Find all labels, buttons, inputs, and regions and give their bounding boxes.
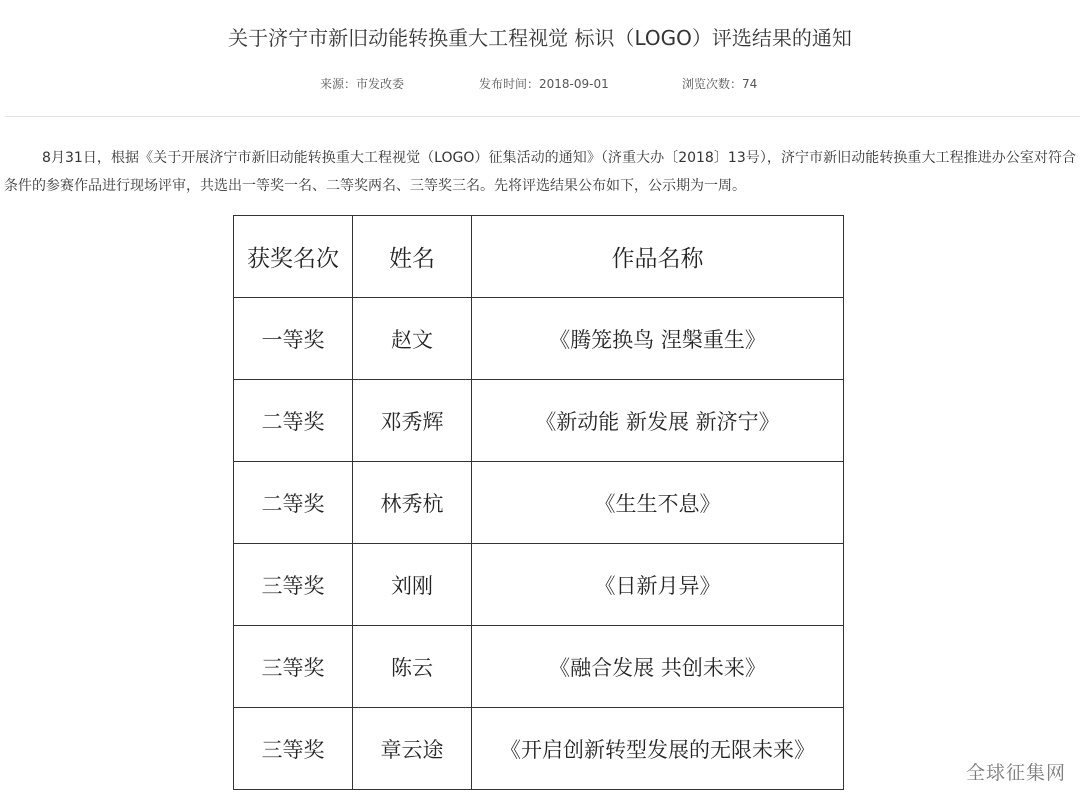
table-header-row <box>234 216 844 298</box>
table-row <box>234 544 844 626</box>
cell-work: 《腾笼换鸟 涅槃重生》 <box>472 298 844 380</box>
header-rank: 获奖名次 <box>234 216 353 298</box>
header-name: 姓名 <box>353 216 472 298</box>
title-divider <box>5 116 1080 117</box>
intro-paragraph: 8月31日，根据《关于开展济宁市新旧动能转换重大工程视觉（LOGO）征集活动的通知》（济重大办〔2018〕13号），济宁市新旧动能转换重大工程推进办公室对符合条件的参赛作品进行现场评审，共选出一等奖一名、二等奖两名、三等奖三名。先将评选结果公布如下，公示期为一周。 <box>4 150 1076 194</box>
table-row <box>234 708 844 790</box>
cell-rank: 三等奖 <box>234 708 353 790</box>
site-watermark: 全球征集网 <box>965 762 1066 784</box>
cell-work: 《生生不息》 <box>472 462 844 544</box>
cell-rank: 二等奖 <box>234 462 353 544</box>
cell-rank: 三等奖 <box>234 626 353 708</box>
meta-source: 来源：市发改委 <box>320 77 405 91</box>
cell-name: 章云途 <box>353 708 472 790</box>
cell-name: 刘刚 <box>353 544 472 626</box>
article-title: 关于济宁市新旧动能转换重大工程视觉 标识（LOGO）评选结果的通知 <box>228 26 852 50</box>
cell-name: 陈云 <box>353 626 472 708</box>
cell-name: 林秀杭 <box>353 462 472 544</box>
cell-name: 赵文 <box>353 298 472 380</box>
meta-view-count: 浏览次数：74 <box>682 77 758 91</box>
cell-name: 邓秀辉 <box>353 380 472 462</box>
table-row <box>234 462 844 544</box>
table-row <box>234 626 844 708</box>
cell-work: 《日新月异》 <box>472 544 844 626</box>
table-row <box>234 298 844 380</box>
results-table <box>233 215 844 790</box>
article-meta <box>0 74 1080 94</box>
meta-publish-date: 发布时间：2018-09-01 <box>479 77 609 91</box>
cell-work: 《新动能 新发展 新济宁》 <box>472 380 844 462</box>
cell-rank: 三等奖 <box>234 544 353 626</box>
cell-work: 《开启创新转型发展的无限未来》 <box>472 708 844 790</box>
cell-rank: 二等奖 <box>234 380 353 462</box>
table-row <box>234 380 844 462</box>
cell-work: 《融合发展 共创未来》 <box>472 626 844 708</box>
header-work: 作品名称 <box>472 216 844 298</box>
cell-rank: 一等奖 <box>234 298 353 380</box>
